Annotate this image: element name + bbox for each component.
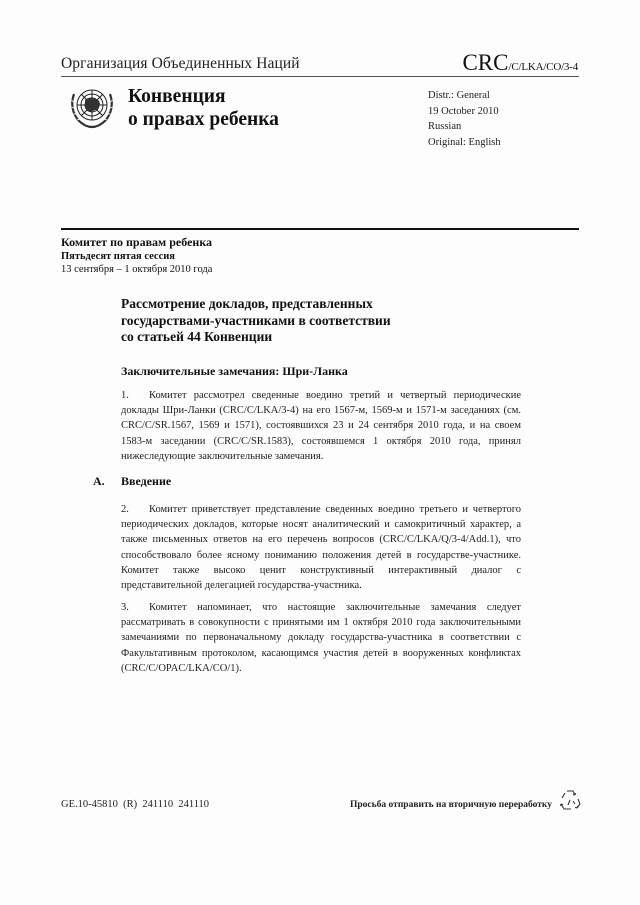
- committee-session: Пятьдесят пятая сессия: [61, 250, 175, 262]
- un-emblem-icon: [65, 80, 119, 134]
- document-symbol: [462, 50, 578, 76]
- committee-name: Комитет по правам ребенка: [61, 235, 213, 249]
- paragraph-text: Комитет рассмотрел сведенные воедино третий и четвертый периодические доклады Шри-Ланки (CRC/C/LKA/3-4) на его 1567-м, 1569-м и 1571-м заседаниях (см. CRC/C/SR.1567, 1569 и 1571), состоявшихся 23 и 24 сентября 2010 года, и на своем 1583-м заседании (CRC/C/SR.1583), состоявшемся 1 октября 2010 года, принял нижеследующие заключительные замечания.: [121, 390, 521, 462]
- paragraph-text: Комитет приветствует представление сведенных воедино третьего и четвертого периодических докладов, которые носят аналитический и самокритичный характер, а также письменных ответов на его перечень вопросов (CRC/C/LKA/Q/3-4/Add.1), что способствовало более ясному пониманию положения детей в государстве-участнике. Комитет также высоко ценит конструктивный интерактивный диалог с представительной делегацией государства-участника.: [121, 504, 521, 592]
- paragraph-number: 2.: [121, 504, 129, 515]
- document-title-line: Рассмотрение докладов, представленных: [121, 296, 373, 311]
- header-rule: [61, 76, 579, 77]
- paragraph-1: [121, 388, 521, 464]
- section-heading-a: [93, 474, 171, 489]
- distribution-language: Russian: [428, 121, 462, 132]
- job-number: GE.10-45810 (R) 241110 241110: [61, 799, 210, 810]
- section-letter: A.: [93, 474, 105, 488]
- document-title-line: государствами-участниками в соответствии: [121, 312, 391, 328]
- paragraph-2: [121, 502, 521, 593]
- paragraph-3: [121, 600, 521, 676]
- title-rule: [61, 228, 579, 230]
- paragraph-text: Комитет напоминает, что настоящие заключительные замечания следует рассматривать в совокупности с принятыми им 1 октября 2010 года заключительными замечаниями по первоначальному докладу государства-участника в соответствии с Факультативным протоколом, касающимся участия детей в вооруженных конфликтах (CRC/C/OPAC/LKA/CO/1).: [121, 602, 521, 674]
- document-subtitle: Заключительные замечания: Шри-Ланка: [121, 364, 348, 378]
- organization-name: Организация Объединенных Наций: [61, 55, 300, 72]
- distribution-original: Original: English: [428, 136, 501, 148]
- paragraph-number: 1.: [121, 390, 129, 401]
- committee-block: [61, 236, 212, 277]
- convention-title-line1: Конвенция: [128, 86, 226, 107]
- paragraph-number: 3.: [121, 602, 129, 613]
- recycle-icon: [558, 788, 582, 812]
- recycle-notice: Просьба отправить на вторичную переработку: [350, 800, 552, 810]
- section-title: Введение: [121, 474, 172, 488]
- distribution-status: Distr.: General: [428, 90, 490, 101]
- convention-title: [128, 85, 279, 131]
- symbol-suffix: /C/LKA/CO/3-4: [508, 61, 578, 73]
- symbol-prefix: CRC: [462, 50, 509, 75]
- distribution-block: [428, 88, 501, 150]
- committee-dates: 13 сентября – 1 октября 2010 года: [61, 264, 213, 275]
- distribution-date: 19 October 2010: [428, 105, 499, 117]
- document-title-line: со статьей 44 Конвенции: [121, 329, 273, 344]
- convention-title-line2: о правах ребенка: [128, 109, 279, 130]
- document-title: [121, 296, 521, 346]
